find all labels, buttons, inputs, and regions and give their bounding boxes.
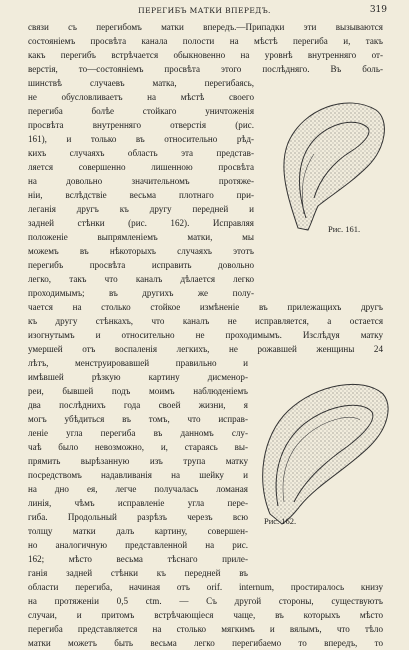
text-line: проходимымъ; въ другихъ же полу-	[28, 288, 254, 298]
running-title: ПЕРЕГИБЪ МАТКИ ВПЕРЕДЪ.	[138, 6, 271, 15]
text-line: ляется совершенно лишенною просвѣта	[28, 162, 254, 172]
text-line: чаѣ было невозможно, и, стараясь вы-	[28, 442, 248, 452]
text-line: перегиба болѣе стойкаго уничтоженія	[28, 106, 254, 116]
text-line: имѣвшей рѣзкую картину дисменор-	[28, 372, 248, 382]
text-line: на протяженіи 0,5 ctm. — Съ другой стороны, существуютъ	[28, 596, 383, 606]
text-line: лѣтъ, менструировавшей правильно и	[28, 358, 248, 368]
text-line: умершей отъ воспаленія легкихъ, не рожавшей женщины 24	[28, 344, 383, 354]
text-line: кихъ случаяхъ область эта представ-	[28, 148, 254, 158]
text-line: просвѣта внутренняго отверстія (рис.	[28, 120, 254, 130]
uterus-figure-161	[258, 88, 398, 238]
text-line: задней стѣнки (рис. 162). Исправляя	[28, 218, 254, 228]
text-line: шинствѣ случаевъ матка, перегибаясь,	[28, 78, 254, 88]
text-line: связи съ перегибомъ матки впередъ.—Припадки эти вызываются	[28, 22, 383, 32]
text-line: положеніе выпрямленіемъ матки, мы	[28, 232, 254, 242]
text-line: два послѣднихъ года своей жизни, я	[28, 400, 248, 410]
text-line: случаи, и притомъ встрѣчающіеся чаще, въ которыхъ мѣсто	[28, 610, 383, 620]
text-line: 161), и только въ относительно рѣд-	[28, 134, 254, 144]
text-line: состояніемъ просвѣта канала полости на мѣстѣ перегиба и, такъ	[28, 36, 383, 46]
text-line: легко, такъ что каналъ дѣлается легко	[28, 274, 254, 284]
text-line: гиба. Продольный разрѣзъ черезъ всю	[28, 512, 248, 522]
page-number: 319	[369, 5, 387, 15]
text-line: леганія другъ къ другу передней и	[28, 204, 254, 214]
text-line: къ другу стѣнкахъ, что каналъ не исправляется, а остается	[28, 316, 383, 326]
text-line: леніе угла перегиба въ данномъ слу-	[28, 428, 248, 438]
text-line: могъ убѣдиться въ томъ, что исправ-	[28, 414, 248, 424]
text-line: изогнутымъ и относительно не проходимымъ. Изслѣдуя матку	[28, 330, 383, 340]
text-line: чается на столько стойкое измѣненіе въ прилежащихъ другъ	[28, 302, 383, 312]
text-line: ганія задней стѣнки къ передней въ	[28, 568, 248, 578]
figure-caption: Рис. 161.	[328, 224, 361, 234]
text-line: перегибъ просвѣта исправить довольно	[28, 260, 254, 270]
figure-caption: Рис. 162.	[264, 516, 297, 526]
text-line: но аналогичную представленной на рис.	[28, 540, 248, 550]
text-line: верстія, то—состояніемъ просвѣта этого послѣдняго. Въ боль-	[28, 64, 383, 74]
text-line: матки можетъ быть весьма легко перегибаемо то впередъ, то	[28, 638, 383, 648]
text-line: толщу матки далъ картину, совершен-	[28, 526, 248, 536]
text-line: не обусловливаетъ на мѣстѣ своего	[28, 92, 254, 102]
text-line: на дно ея, легче получалась ломаная	[28, 484, 248, 494]
text-line: линія, чѣмъ исправленіе угла пере-	[28, 498, 248, 508]
text-line: области перегиба, начиная отъ orif. internum, простиралось книзу	[28, 582, 383, 592]
running-header	[0, 0, 409, 20]
text-line: можемъ въ нѣкоторыхъ случаяхъ этотъ	[28, 246, 254, 256]
text-line: прямить вырѣзанную изъ трупа матку	[28, 456, 248, 466]
text-line: ніи, вслѣдствіе весьма плотнаго при-	[28, 190, 254, 200]
text-line: перегиба представляется на столько мягкимъ и вялымъ, что тѣло	[28, 624, 383, 634]
text-line: 162; мѣсто весьма тѣснаго приле-	[28, 554, 248, 564]
text-line: на довольно значительномъ протяже-	[28, 176, 254, 186]
text-line: какъ перегибъ встрѣчается обыкновенно на уровнѣ внутренняго от-	[28, 50, 383, 60]
text-line: реи, бывшей подъ моимъ наблюденіемъ	[28, 386, 248, 396]
text-line: посредствомъ надавливанія на шейку и	[28, 470, 248, 480]
uterus-figure-162	[248, 356, 396, 526]
